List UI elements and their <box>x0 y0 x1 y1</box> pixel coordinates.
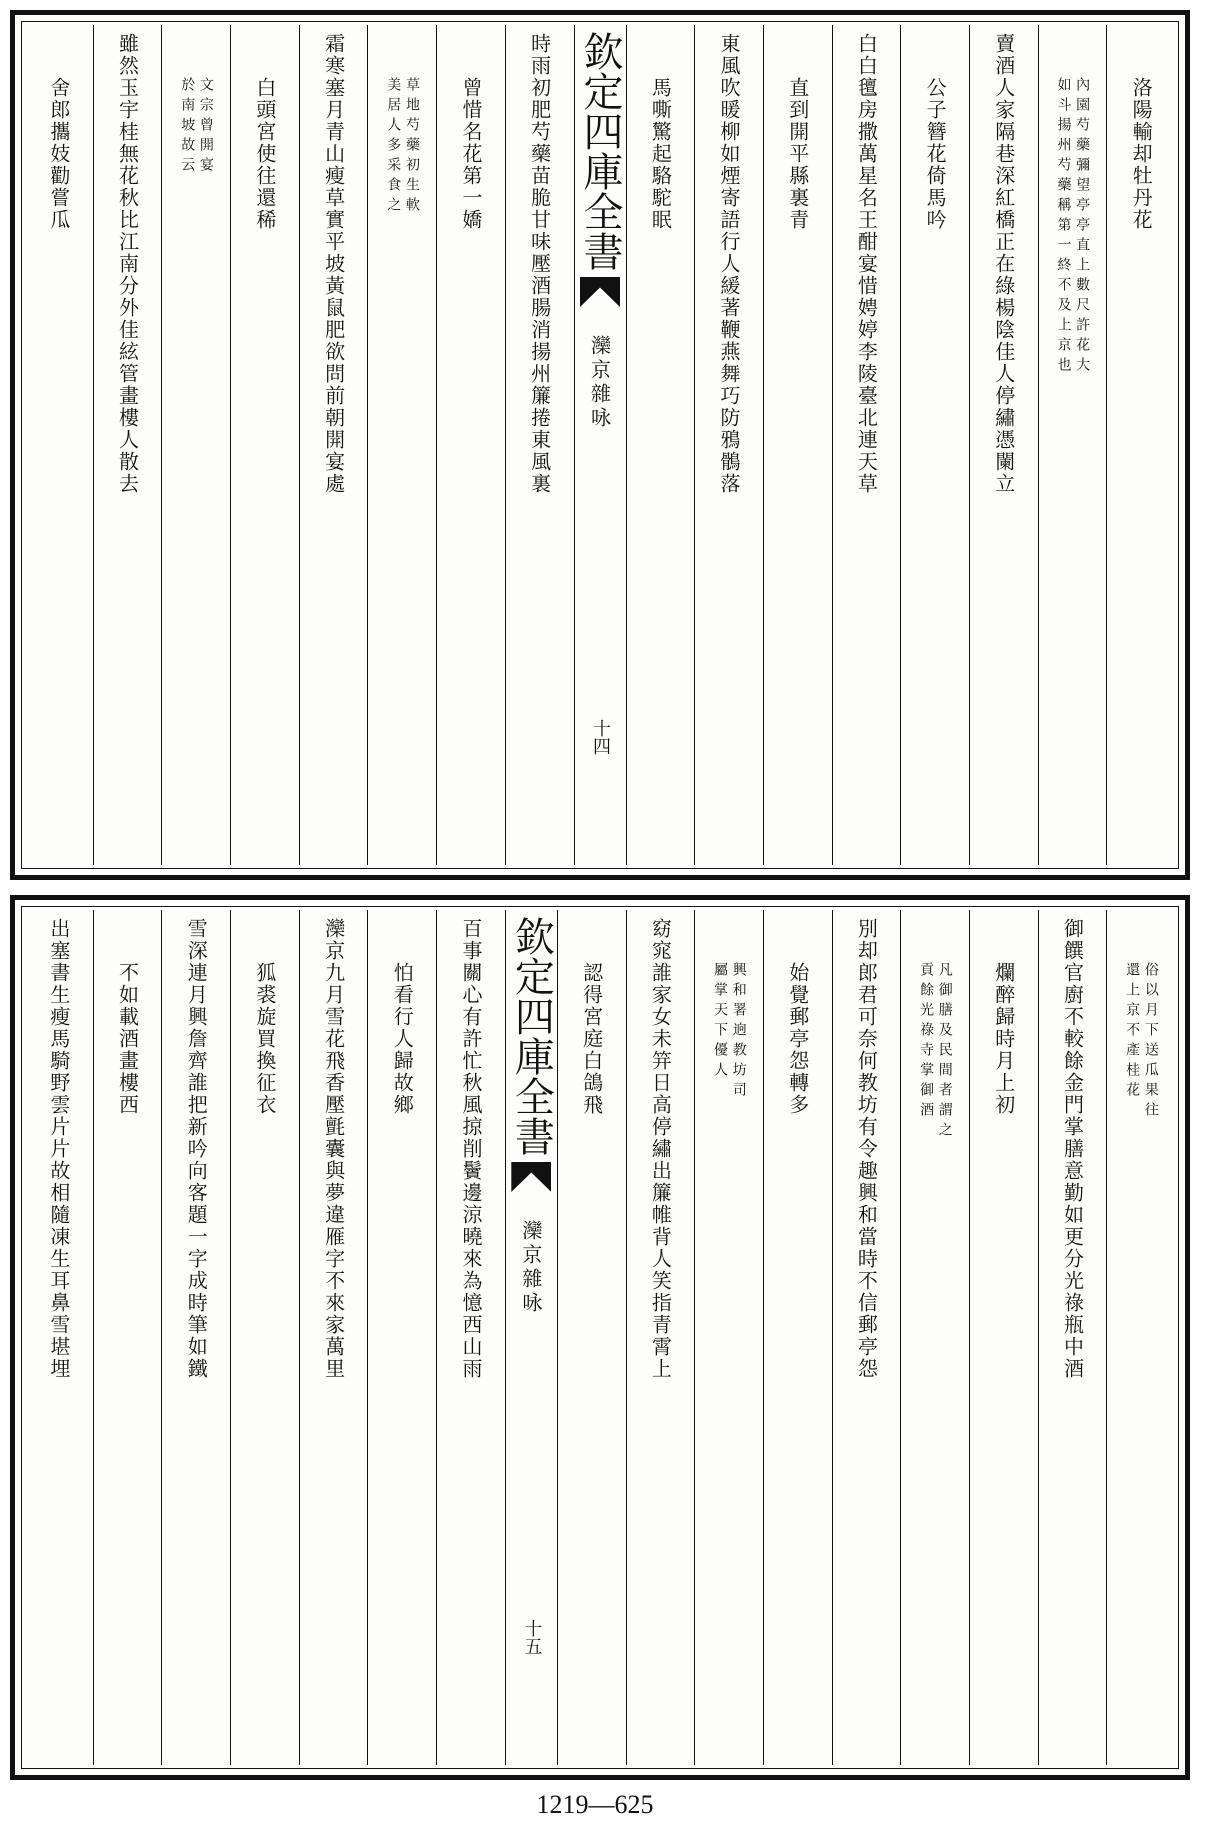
banxin-center-column <box>505 910 557 1765</box>
text-column <box>299 910 368 1765</box>
text-column <box>1106 25 1175 865</box>
page-panel-bottom <box>10 895 1190 1780</box>
text-column <box>367 910 436 1765</box>
text-column <box>969 25 1038 865</box>
verse-line: 窈窕誰家女未笄日高停繡出簾帷背人笑指青霄上 <box>648 918 673 1380</box>
annotation-line: 屬掌天下優人 <box>712 962 729 1082</box>
text-column <box>969 910 1038 1765</box>
annotation-line: 興和署逈教坊司 <box>730 962 747 1102</box>
verse-line: 怕看行人歸故鄉 <box>390 962 415 1116</box>
section-title: 灤京雜咏 <box>518 1220 543 1316</box>
annotation-block <box>180 33 213 865</box>
text-column <box>436 25 505 865</box>
text-column <box>161 25 230 865</box>
verse-line: 出塞書生瘦馬騎野雲片片故相隨凍生耳鼻雪堪埋 <box>46 918 71 1380</box>
text-column <box>93 910 162 1765</box>
verse-line: 馬嘶驚起駱駝眠 <box>648 77 673 231</box>
page-panel-top <box>10 10 1190 880</box>
annotation-line: 凡御膳及民間者謂之 <box>936 962 953 1142</box>
banxin-center-column <box>574 25 626 865</box>
annotation-line: 還上京不產桂花 <box>1124 962 1141 1102</box>
verse-line: 時雨初肥芍藥苗脆甘味壓酒腸消揚州簾捲東風裏 <box>527 33 552 495</box>
text-column <box>626 25 695 865</box>
fishtail-mark-icon <box>580 277 620 307</box>
verse-line: 賣酒人家隔巷深紅橋正在綠楊陰佳人停繡憑闌立 <box>991 33 1016 495</box>
verse-line: 御饌官廚不較餘金門掌膳意勤如更分光祿瓶中酒 <box>1060 918 1085 1380</box>
text-column <box>694 910 763 1765</box>
verse-line: 灤京九月雪花飛香壓氈囊與夢違雁字不來家萬里 <box>321 918 346 1380</box>
annotation-line: 於南坡故云 <box>179 77 196 177</box>
text-column <box>1106 910 1175 1765</box>
annotation-line: 內園芍藥彌望亭亭直上數尺許花大 <box>1074 77 1091 377</box>
annotation-line: 如斗揚州芍藥稱第一終不及上京也 <box>1055 77 1072 377</box>
book-title: 欽定四庫全書 <box>577 31 623 271</box>
text-column <box>25 25 93 865</box>
text-column <box>1038 910 1107 1765</box>
annotation-block <box>918 918 951 1765</box>
text-column <box>763 910 832 1765</box>
text-column <box>436 910 505 1765</box>
text-column <box>557 910 626 1765</box>
text-column <box>230 910 299 1765</box>
text-column <box>900 25 969 865</box>
text-column <box>299 25 368 865</box>
verse-line: 白白氊房撒萬星名王酣宴惜娉婷李陵臺北連天草 <box>854 33 879 495</box>
leaf-number: 十四 <box>590 719 611 755</box>
annotation-line: 草地芍藥初生軟 <box>403 77 420 217</box>
verse-line: 舍郎攜妓勸嘗瓜 <box>46 77 71 231</box>
verse-line: 雪深連月興詹齊誰把新吟向客題一字成時筆如鐵 <box>184 918 209 1380</box>
verse-line: 東風吹暖柳如煙寄語行人緩著鞭燕舞巧防鴉鶻落 <box>717 33 742 495</box>
verse-line: 洛陽輸却牡丹花 <box>1129 77 1154 231</box>
verse-line: 認得宮庭白鴿飛 <box>579 962 604 1116</box>
verse-line: 直到開平縣裏青 <box>785 77 810 231</box>
text-column <box>763 25 832 865</box>
annotation-line: 文宗曾開宴 <box>197 77 214 177</box>
annotation-block <box>386 33 419 865</box>
text-column <box>832 25 901 865</box>
annotation-line: 美居人多采食之 <box>385 77 402 217</box>
text-column <box>505 25 574 865</box>
text-column <box>25 910 93 1765</box>
leaf-number: 十五 <box>521 1619 543 1655</box>
text-column <box>832 910 901 1765</box>
annotation-block <box>712 918 745 1765</box>
verse-line: 不如載酒畫樓西 <box>115 962 140 1116</box>
verse-line: 爛醉歸時月上初 <box>991 962 1016 1116</box>
text-column <box>161 910 230 1765</box>
text-column <box>93 25 162 865</box>
footer-page-number: 1219—625 <box>536 1790 654 1819</box>
text-column <box>230 25 299 865</box>
fishtail-mark-icon <box>511 1162 551 1192</box>
text-column <box>626 910 695 1765</box>
annotation-line: 貢餘光祿寺掌御酒 <box>918 962 935 1122</box>
text-columns <box>25 25 1175 865</box>
verse-line: 雖然玉宇桂無花秋比江南分外佳絃管畫樓人散去 <box>115 33 140 495</box>
verse-line: 始覺郵亭怨轉多 <box>785 962 810 1116</box>
verse-line: 狐裘旋買換征衣 <box>252 962 277 1116</box>
text-column <box>694 25 763 865</box>
section-title: 灤京雜咏 <box>587 335 612 431</box>
verse-line: 白頭宮使往還稀 <box>252 77 277 231</box>
annotation-line: 俗以月下送瓜果往 <box>1142 962 1159 1122</box>
verse-line: 曾惜名花第一嬌 <box>458 77 483 231</box>
text-column <box>900 910 969 1765</box>
verse-line: 別却郎君可奈何教坊有令趣興和當時不信郵亭怨 <box>854 918 879 1380</box>
annotation-block <box>1056 33 1089 865</box>
verse-line: 公子簪花倚馬吟 <box>923 77 948 231</box>
text-columns <box>25 910 1175 1765</box>
verse-line: 霜寒塞月青山瘦草實平坡黃鼠肥欲問前朝開宴處 <box>321 33 346 495</box>
annotation-block <box>1124 918 1157 1765</box>
book-title: 欽定四庫全書 <box>508 916 555 1156</box>
text-column <box>1038 25 1107 865</box>
verse-line: 百事關心有許忙秋風掠削鬢邊涼曉來為憶西山雨 <box>458 918 483 1380</box>
text-column <box>367 25 436 865</box>
